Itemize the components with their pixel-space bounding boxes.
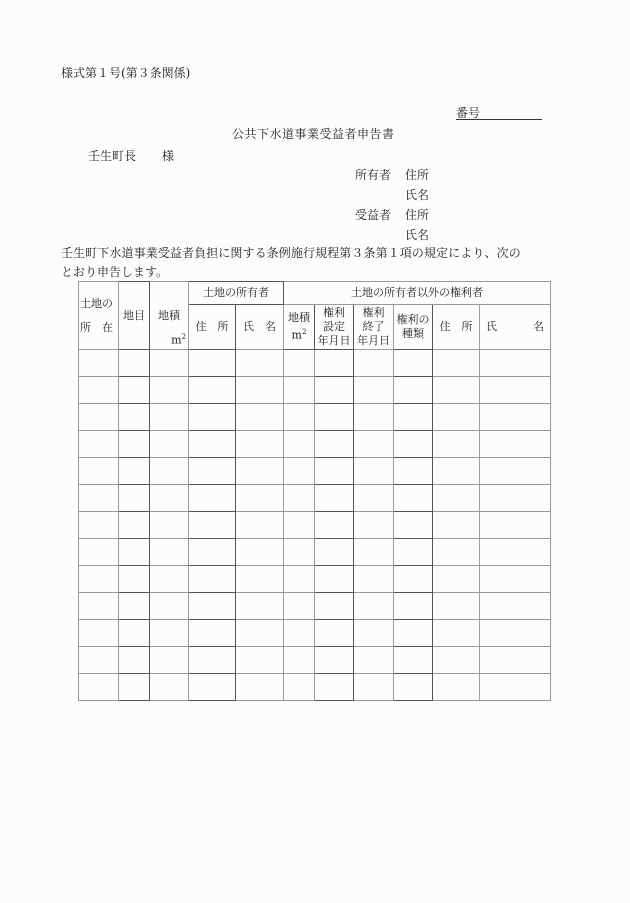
table-cell[interactable] [150, 593, 189, 620]
table-cell[interactable] [236, 512, 284, 539]
table-cell[interactable] [480, 512, 551, 539]
table-cell[interactable] [189, 620, 236, 647]
table-cell[interactable] [433, 512, 480, 539]
table-cell[interactable] [189, 647, 236, 674]
header-right-start-date: 権利 設定 年月日 [315, 305, 354, 350]
table-cell[interactable] [79, 512, 119, 539]
header-area-label: 地積 [158, 308, 180, 322]
table-cell[interactable] [236, 485, 284, 512]
table-cell[interactable] [236, 566, 284, 593]
table-cell[interactable] [394, 674, 433, 701]
table-cell[interactable] [79, 485, 119, 512]
table-cell[interactable] [79, 674, 119, 701]
table-cell[interactable] [394, 566, 433, 593]
header-right-type: 権利の 種類 [394, 305, 433, 350]
table-row [79, 539, 551, 566]
table-row [79, 566, 551, 593]
declaration-table [78, 281, 551, 701]
header-location-line1: 土地の [80, 296, 113, 310]
table-cell[interactable] [480, 674, 551, 701]
table-cell[interactable] [315, 485, 354, 512]
table-cell[interactable] [236, 593, 284, 620]
form-number: 様式第１号(第３条関係) [61, 66, 191, 80]
addressee-honorific: 様 [162, 149, 175, 163]
table-cell[interactable] [189, 674, 236, 701]
table-cell[interactable] [150, 458, 189, 485]
table-cell[interactable] [433, 620, 480, 647]
table-cell[interactable] [354, 620, 394, 647]
header-other-area-unit: $m^2$ [291, 328, 307, 342]
beneficiary-name-field[interactable] [432, 224, 572, 240]
table-cell[interactable] [394, 593, 433, 620]
table-cell[interactable] [189, 404, 236, 431]
table-row [79, 620, 551, 647]
beneficiary-name-label: 氏名 [405, 228, 430, 242]
header-owner-address: 住 所 [189, 305, 236, 350]
table-cell[interactable] [480, 539, 551, 566]
table-cell[interactable] [189, 512, 236, 539]
table-cell[interactable] [150, 350, 189, 377]
table-cell[interactable] [119, 593, 150, 620]
table-cell[interactable] [480, 458, 551, 485]
table-cell[interactable] [284, 647, 315, 674]
table-cell[interactable] [79, 458, 119, 485]
table-row [79, 647, 551, 674]
table-cell[interactable] [394, 431, 433, 458]
table-cell[interactable] [354, 647, 394, 674]
beneficiary-label: 受益者 [355, 208, 392, 222]
table-cell[interactable] [315, 431, 354, 458]
table-cell[interactable] [79, 620, 119, 647]
table-cell[interactable] [354, 593, 394, 620]
table-cell[interactable] [79, 350, 119, 377]
table-cell[interactable] [79, 539, 119, 566]
header-area-unit: $m^2$ [171, 333, 186, 347]
table-cell[interactable] [284, 620, 315, 647]
table-cell[interactable] [119, 458, 150, 485]
table-cell[interactable] [119, 404, 150, 431]
table-cell[interactable] [480, 647, 551, 674]
beneficiary-address-label: 住所 [405, 208, 430, 222]
table-cell[interactable] [189, 566, 236, 593]
table-cell[interactable] [315, 647, 354, 674]
table-cell[interactable] [236, 458, 284, 485]
table-cell[interactable] [354, 458, 394, 485]
table-cell[interactable] [236, 620, 284, 647]
table-cell[interactable] [284, 512, 315, 539]
table-cell[interactable] [119, 512, 150, 539]
intro-text-line1: 壬生町下水道事業受益者負担に関する条例施行規程第３条第１項の規定により、次の [61, 246, 521, 260]
header-group-owner: 土地の所有者 [189, 282, 284, 305]
table-cell[interactable] [433, 350, 480, 377]
table-cell[interactable] [480, 566, 551, 593]
table-row [79, 377, 551, 404]
header-other-area [284, 305, 315, 350]
table-cell[interactable] [150, 404, 189, 431]
header-category: 地目 [119, 282, 150, 350]
table-cell[interactable] [119, 377, 150, 404]
header-location [79, 282, 119, 350]
table-cell[interactable] [79, 647, 119, 674]
table-cell[interactable] [433, 647, 480, 674]
table-row [79, 404, 551, 431]
table-cell[interactable] [433, 566, 480, 593]
addressee [88, 147, 174, 164]
table-cell[interactable] [119, 350, 150, 377]
table-cell[interactable] [189, 593, 236, 620]
header-right-end-date: 権利 終了 年月日 [354, 305, 394, 350]
table-cell[interactable] [315, 539, 354, 566]
number-field[interactable] [456, 104, 542, 120]
table-row [79, 485, 551, 512]
table-cell[interactable] [433, 485, 480, 512]
addressee-name: 壬生町長 [88, 149, 137, 163]
table-cell[interactable] [433, 593, 480, 620]
table-cell[interactable] [394, 539, 433, 566]
table-cell[interactable] [315, 674, 354, 701]
owner-address-label: 住所 [405, 168, 430, 182]
header-other-area-label: 地積 [288, 311, 310, 325]
table-cell[interactable] [189, 377, 236, 404]
table-cell[interactable] [284, 674, 315, 701]
table-cell[interactable] [119, 431, 150, 458]
table-cell[interactable] [284, 350, 315, 377]
table-cell[interactable] [315, 458, 354, 485]
header-owner-name: 氏 名 [236, 305, 284, 350]
table-cell[interactable] [189, 485, 236, 512]
table-cell[interactable] [150, 647, 189, 674]
table-cell[interactable] [315, 566, 354, 593]
table-cell[interactable] [315, 350, 354, 377]
table-cell[interactable] [480, 350, 551, 377]
table-cell[interactable] [150, 431, 189, 458]
table-cell[interactable] [480, 377, 551, 404]
table-cell[interactable] [394, 620, 433, 647]
header-other-address: 住 所 [433, 305, 480, 350]
table-cell[interactable] [150, 485, 189, 512]
document-title: 公共下水道事業受益者申告書 [232, 127, 395, 141]
table-cell[interactable] [394, 647, 433, 674]
table-cell[interactable] [189, 539, 236, 566]
table-cell[interactable] [236, 647, 284, 674]
table-cell[interactable] [433, 377, 480, 404]
table-cell[interactable] [284, 485, 315, 512]
table-cell[interactable] [354, 674, 394, 701]
table-cell[interactable] [150, 674, 189, 701]
table-cell[interactable] [236, 674, 284, 701]
table-cell[interactable] [150, 539, 189, 566]
table-cell[interactable] [284, 404, 315, 431]
table-cell[interactable] [236, 431, 284, 458]
table-cell[interactable] [433, 404, 480, 431]
table-cell[interactable] [150, 566, 189, 593]
table-cell[interactable] [284, 593, 315, 620]
header-area [150, 282, 189, 350]
table-cell[interactable] [394, 377, 433, 404]
table-cell[interactable] [236, 539, 284, 566]
table-cell[interactable] [480, 431, 551, 458]
table-cell[interactable] [119, 647, 150, 674]
table-cell[interactable] [79, 404, 119, 431]
header-location-line2: 所 在 [80, 320, 113, 334]
table-cell[interactable] [315, 377, 354, 404]
table-cell[interactable] [189, 350, 236, 377]
table-cell[interactable] [394, 350, 433, 377]
table-cell[interactable] [284, 458, 315, 485]
table-cell[interactable] [150, 377, 189, 404]
beneficiary-address-field[interactable] [432, 204, 572, 220]
owner-name-field[interactable] [432, 184, 572, 200]
table-cell[interactable] [284, 539, 315, 566]
table-cell[interactable] [433, 539, 480, 566]
table-cell[interactable] [189, 458, 236, 485]
table-cell[interactable] [119, 566, 150, 593]
table-cell[interactable] [354, 404, 394, 431]
table-row [79, 593, 551, 620]
table-cell[interactable] [480, 593, 551, 620]
table-cell[interactable] [119, 485, 150, 512]
table-cell[interactable] [284, 431, 315, 458]
table-cell[interactable] [79, 566, 119, 593]
table-cell[interactable] [480, 620, 551, 647]
table-cell[interactable] [354, 431, 394, 458]
table-cell[interactable] [315, 593, 354, 620]
table-row [79, 350, 551, 377]
table-cell[interactable] [189, 431, 236, 458]
table-row [79, 431, 551, 458]
table-cell[interactable] [354, 512, 394, 539]
intro-text-line2: とおり申告します。 [61, 265, 169, 279]
table-cell[interactable] [315, 404, 354, 431]
table-cell[interactable] [79, 593, 119, 620]
header-group-other-rights: 土地の所有者以外の権利者 [284, 282, 551, 305]
table-cell[interactable] [284, 377, 315, 404]
table-cell[interactable] [119, 674, 150, 701]
table-cell[interactable] [79, 431, 119, 458]
table-cell[interactable] [433, 431, 480, 458]
table-cell[interactable] [394, 512, 433, 539]
owner-label: 所有者 [355, 168, 392, 182]
table-cell[interactable] [119, 620, 150, 647]
table-cell[interactable] [150, 512, 189, 539]
table-cell[interactable] [394, 485, 433, 512]
table-cell[interactable] [150, 620, 189, 647]
table-cell[interactable] [284, 566, 315, 593]
table-cell[interactable] [354, 350, 394, 377]
table-cell[interactable] [354, 377, 394, 404]
table-cell[interactable] [236, 404, 284, 431]
owner-name-label: 氏名 [405, 188, 430, 202]
table-cell[interactable] [354, 566, 394, 593]
header-other-name: 氏 名 [480, 305, 551, 350]
table-cell[interactable] [79, 377, 119, 404]
table-cell[interactable] [480, 485, 551, 512]
owner-address-field[interactable] [432, 164, 572, 180]
table-cell[interactable] [394, 404, 433, 431]
table-cell[interactable] [119, 539, 150, 566]
table-cell[interactable] [354, 539, 394, 566]
table-cell[interactable] [480, 404, 551, 431]
table-cell[interactable] [236, 350, 284, 377]
table-cell[interactable] [433, 458, 480, 485]
table-cell[interactable] [315, 620, 354, 647]
table-cell[interactable] [433, 674, 480, 701]
table-row [79, 458, 551, 485]
table-row [79, 512, 551, 539]
table-cell[interactable] [315, 512, 354, 539]
table-cell[interactable] [354, 485, 394, 512]
table-row [79, 674, 551, 701]
table-cell[interactable] [394, 458, 433, 485]
table-cell[interactable] [236, 377, 284, 404]
number-label: 番号 [456, 106, 481, 120]
